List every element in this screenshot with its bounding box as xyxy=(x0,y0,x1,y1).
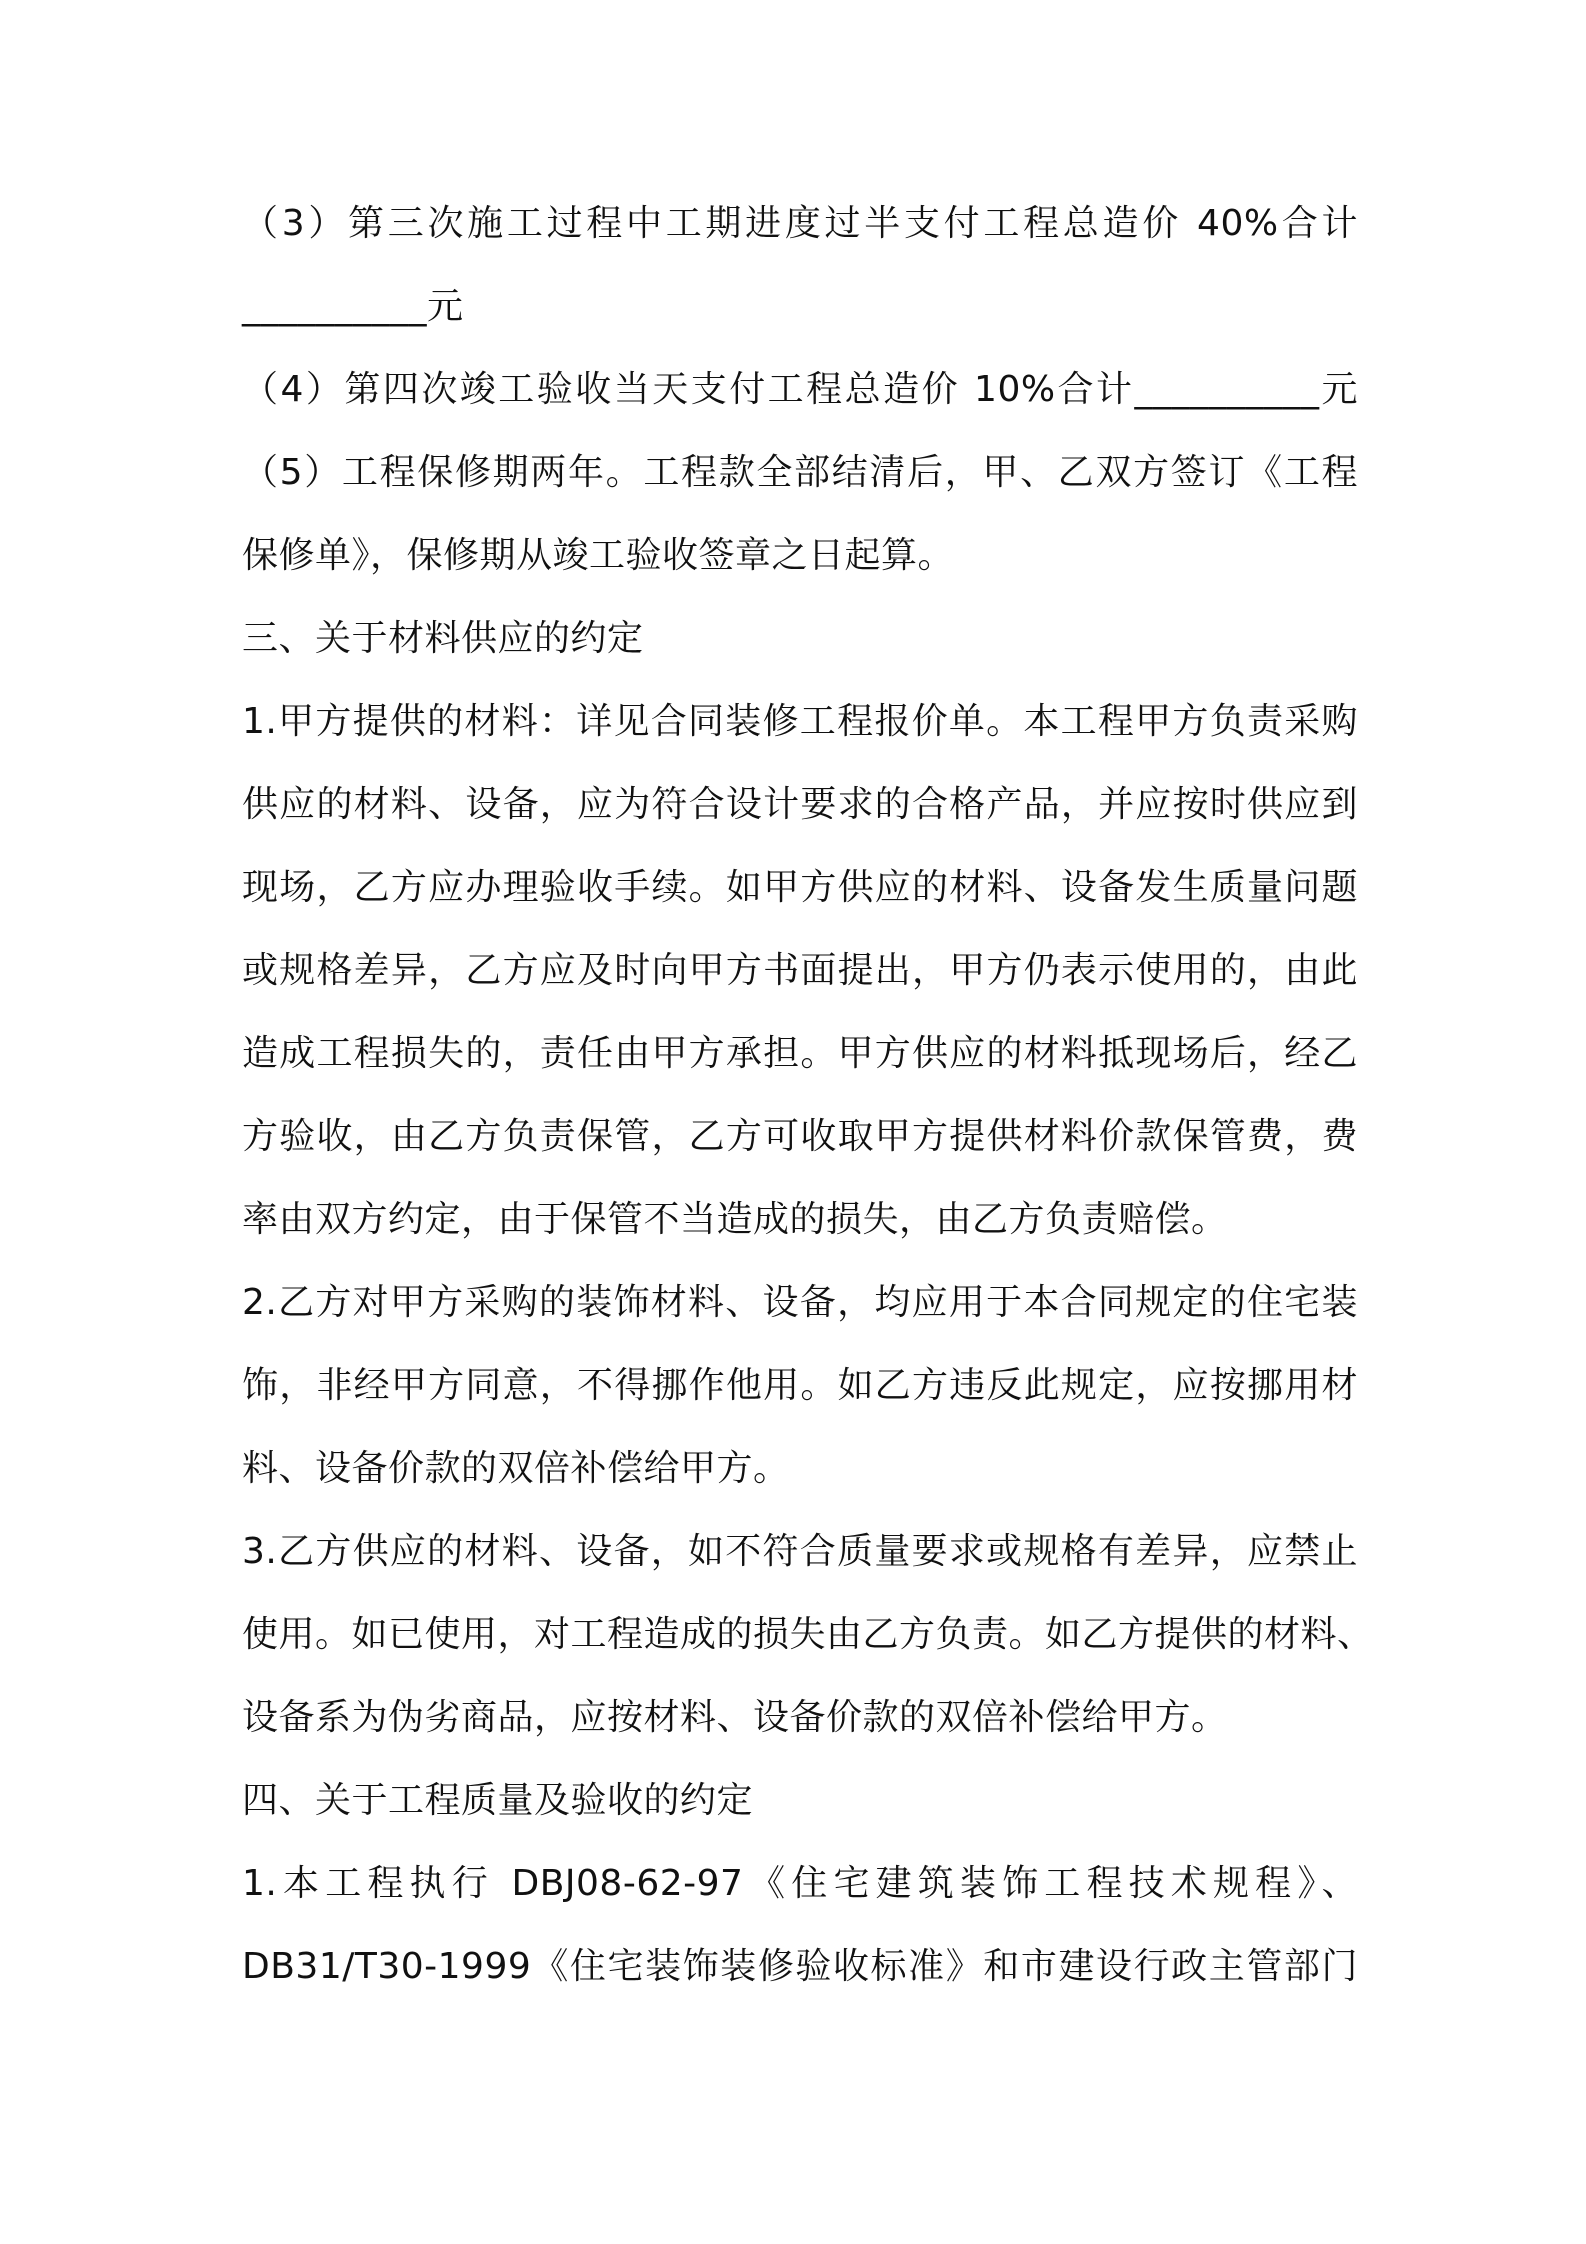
text-line: __________元 xyxy=(242,286,464,327)
text-line: 设备系为伪劣商品，应按材料、设备价款的双倍补偿给甲方。 xyxy=(242,1697,1228,1738)
text-line: 2.乙方对甲方采购的装饰材料、设备，均应用于本合同规定的住宅装 xyxy=(242,1282,1358,1323)
text-line: 现场，乙方应办理验收手续。如甲方供应的材料、设备发生质量问题 xyxy=(242,867,1358,908)
text-line: 3.乙方供应的材料、设备，如不符合质量要求或规格有差异，应禁止 xyxy=(242,1531,1358,1572)
section-heading: 三、关于材料供应的约定 xyxy=(242,618,644,659)
text-line: 造成工程损失的，责任由甲方承担。甲方供应的材料抵现场后，经乙 xyxy=(242,1033,1358,1074)
text-line: （5）工程保修期两年。工程款全部结清后，甲、乙双方签订《工程 xyxy=(242,452,1358,493)
text-line: DB31/T30-1999《住宅装饰装修验收标准》和市建设行政主管部门 xyxy=(242,1946,1358,1987)
text-line: 使用。如已使用，对工程造成的损失由乙方负责。如乙方提供的材料、 xyxy=(242,1614,1374,1655)
text-line: 料、设备价款的双倍补偿给甲方。 xyxy=(242,1448,790,1489)
section-heading: 四、关于工程质量及验收的约定 xyxy=(242,1780,754,1821)
text-line: 饰，非经甲方同意，不得挪作他用。如乙方违反此规定，应按挪用材 xyxy=(242,1365,1358,1406)
text-line: 方验收，由乙方负责保管，乙方可收取甲方提供材料价款保管费，费 xyxy=(242,1116,1358,1157)
text-line: 1.甲方提供的材料：详见合同装修工程报价单。本工程甲方负责采购 xyxy=(242,701,1358,742)
text-line: 或规格差异，乙方应及时向甲方书面提出，甲方仍表示使用的，由此 xyxy=(242,950,1358,991)
text-line: 供应的材料、设备，应为符合设计要求的合格产品，并应按时供应到 xyxy=(242,784,1358,825)
text-line: 保修单》，保修期从竣工验收签章之日起算。 xyxy=(242,535,955,576)
text-line: 率由双方约定，由于保管不当造成的损失，由乙方负责赔偿。 xyxy=(242,1199,1228,1240)
text-line: （4）第四次竣工验收当天支付工程总造价 10%合计__________元 xyxy=(242,369,1358,410)
text-line: （3）第三次施工过程中工期进度过半支付工程总造价 40%合计 xyxy=(242,203,1358,244)
text-line: 1.本工程执行 DBJ08-62-97《住宅建筑装饰工程技术规程》、 xyxy=(242,1863,1358,1904)
